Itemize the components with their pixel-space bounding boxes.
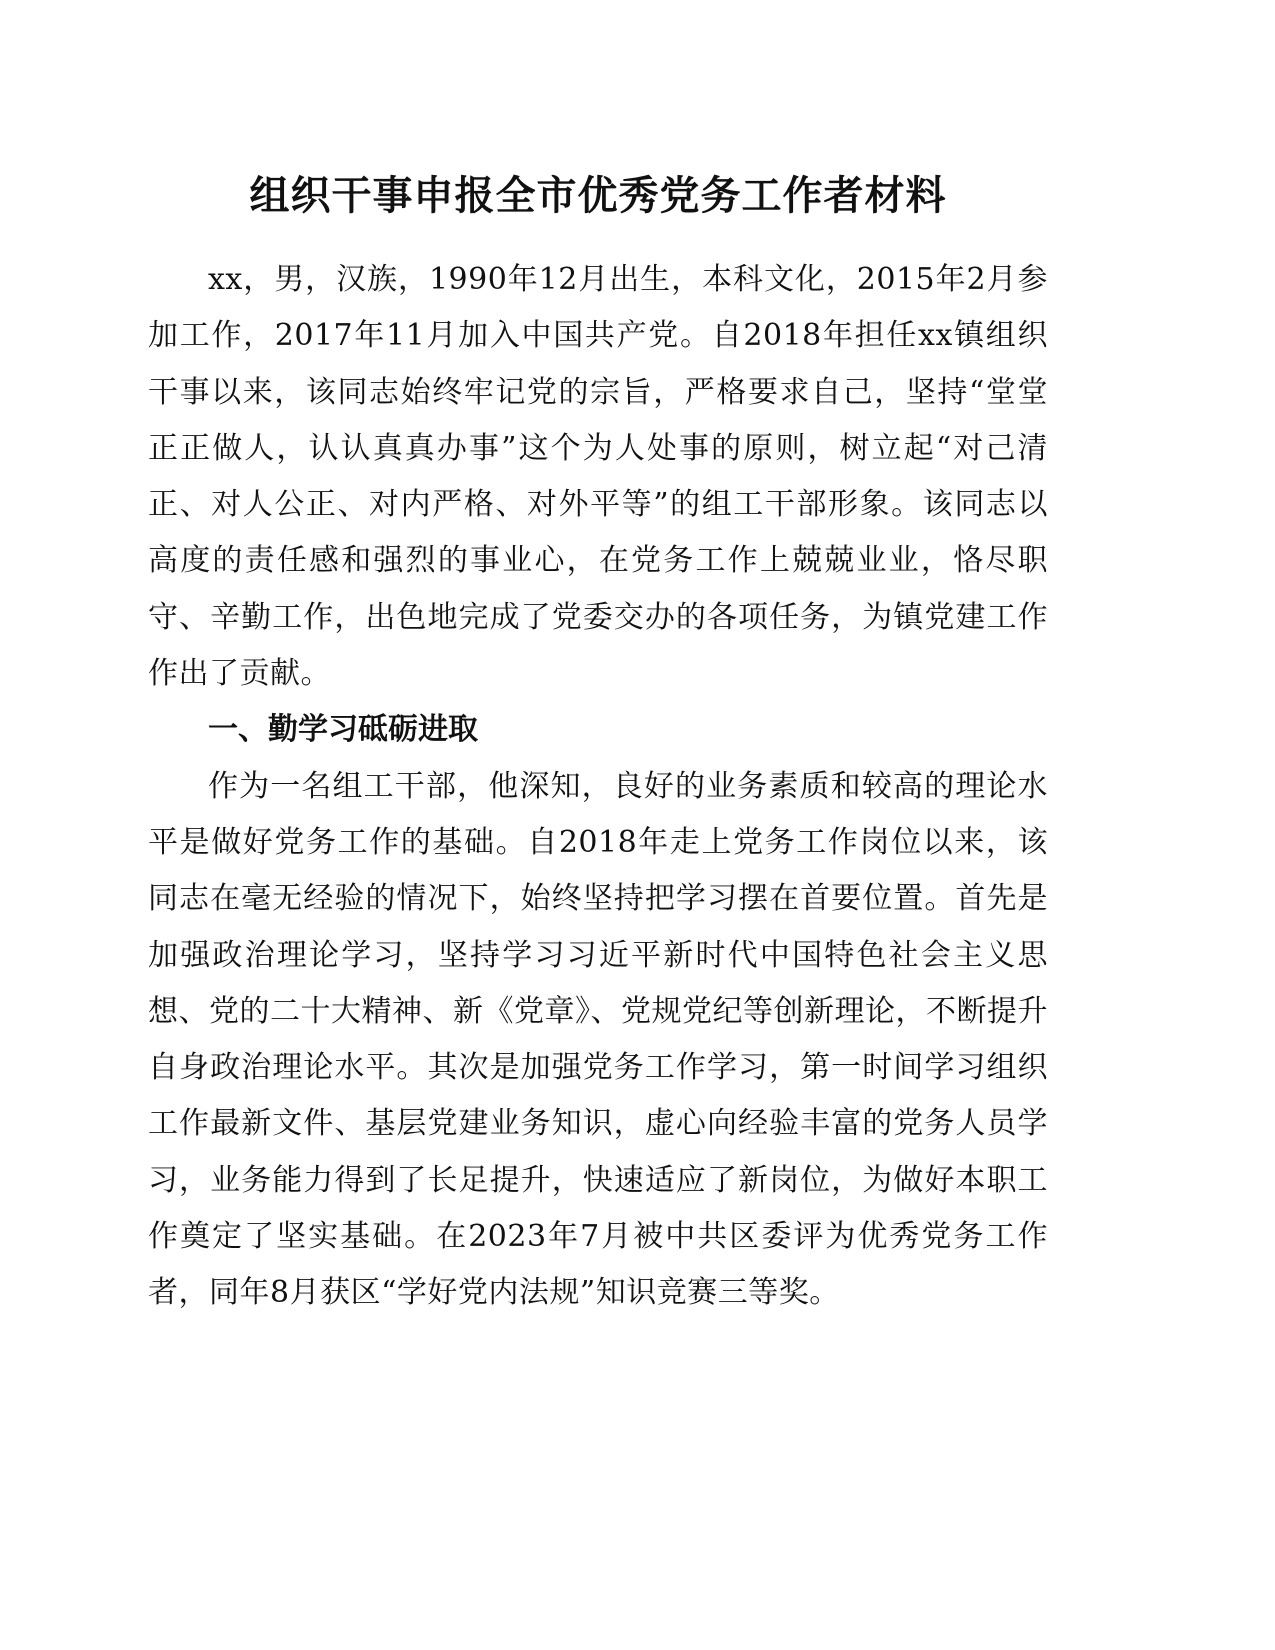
document-title: 组织干事申报全市优秀党务工作者材料 [249, 173, 947, 219]
section-1-paragraph: 作为一名组工干部，他深知，良好的业务素质和较高的理论水平是做好党务工作的基础。自2018年走上党务工作岗位以来，该同志在毫无经验的情况下，始终坚持把学习摆在首要位置。首先是加强政治理论学习，坚持学习习近平新时代中国特色社会主义思想、党的二十大精神、新《党章》、党规党纪等创新理论，不断提升自身政治理论水平。其次是加强党务工作学习，第一时间学习组织工作最新文件、基层党建业务知识，虚心向经验丰富的党务人员学习，业务能力得到了长足提升，快速适应了新岗位，为做好本职工作奠定了坚实基础。在2023年7月被中共区委评为优秀党务工作者，同年8月获区“学好党内法规”知识竞赛三等奖。 [148, 768, 1048, 1311]
section-heading-1: 一、勤学习砥砺进取 [208, 712, 478, 748]
intro-paragraph: xx，男，汉族，1990年12月出生，本科文化，2015年2月参加工作，2017年11月加入中国共产党。自2018年担任xx镇组织干事以来，该同志始终牢记党的宗旨，严格要求自己，坚持“堂堂正正做人，认认真真办事”这个为人处事的原则，树立起“对己清正、对人公正、对内严格、对外平等”的组工干部形象。该同志以高度的责任感和强烈的事业心，在党务工作上兢兢业业，恪尽职守、辛勤工作，出色地完成了党委交办的各项任务，为镇党建工作作出了贡献。 [148, 262, 1048, 692]
document-page [148, 166, 1048, 1322]
